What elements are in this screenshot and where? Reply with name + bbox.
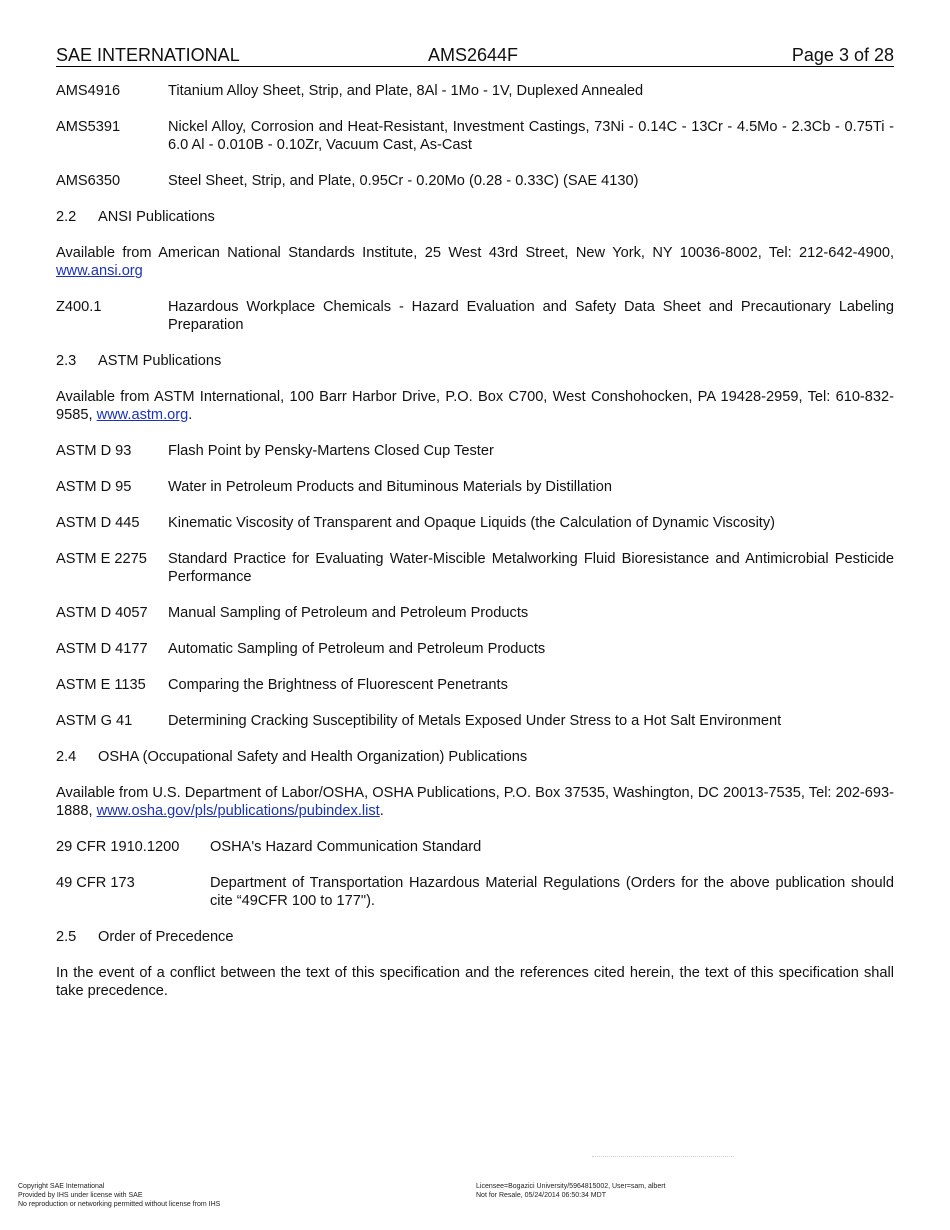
section-heading-astm xyxy=(56,352,894,370)
reference-title: Automatic Sampling of Petroleum and Petroleum Products xyxy=(168,641,546,657)
reference-code: ASTM D 93 xyxy=(56,443,132,459)
reference-code: AMS6350 xyxy=(56,173,121,189)
reference-title: Titanium Alloy Sheet, Strip, and Plate, 8Al - 1Mo - 1V, Duplexed Annealed xyxy=(168,83,644,99)
reference-code: ASTM D 4057 xyxy=(56,605,148,621)
page-header xyxy=(56,44,894,67)
header-organization: SAE INTERNATIONAL xyxy=(56,45,240,65)
footer-line: Provided by IHS under license with SAE xyxy=(18,1192,143,1199)
reference-code: ASTM D 4177 xyxy=(56,641,148,657)
reference-entry xyxy=(56,514,894,532)
section-heading-precedence xyxy=(56,928,894,946)
reference-title: Department of Transportation Hazardous Material Regulations (Orders for the above publication should cite “49CFR 100 to 177"). xyxy=(210,875,894,909)
availability-text: Available from ASTM International, 100 Barr Harbor Drive, P.O. Box C700, West Conshohocken, PA 19428-2959, Tel: 610-832-9585, xyxy=(56,389,894,423)
reference-entry xyxy=(56,640,894,658)
section-number: 2.3 xyxy=(56,353,77,369)
ansi-link[interactable]: www.ansi.org xyxy=(56,263,143,279)
link-suffix: . xyxy=(379,803,384,819)
reference-code: 49 CFR 173 xyxy=(56,875,135,891)
footer-line: Not for Resale, 05/24/2014 06:50:34 MDT xyxy=(476,1192,606,1199)
reference-title: Flash Point by Pensky-Martens Closed Cup Tester xyxy=(168,443,494,459)
document-body xyxy=(56,82,894,1018)
reference-entry xyxy=(56,118,894,154)
reference-code: AMS5391 xyxy=(56,119,121,135)
availability-text: Available from U.S. Department of Labor/OSHA, OSHA Publications, P.O. Box 37535, Washington, DC 20013-7535, Tel: 202-693-1888, xyxy=(56,785,894,819)
precedence-paragraph: In the event of a conflict between the text of this specification and the references cited herein, the text of this specification shall take precedence. xyxy=(56,965,894,999)
reference-entry xyxy=(56,298,894,334)
footer-line: Licensee=Bogazici University/5964815002, User=sam, albert xyxy=(476,1183,666,1190)
reference-title: Nickel Alloy, Corrosion and Heat-Resistant, Investment Castings, 73Ni - 0.14C - 13Cr - 4.5Mo - 2.3Cb - 0.75Ti - 6.0 Al - 0.010B - 0.10Zr, Vacuum Cast, As-Cast xyxy=(168,119,894,153)
reference-code: AMS4916 xyxy=(56,83,121,99)
reference-title: Comparing the Brightness of Fluorescent Penetrants xyxy=(168,677,508,693)
reference-entry xyxy=(56,676,894,694)
availability-text: Available from American National Standards Institute, 25 West 43rd Street, New York, NY 10036-8002, Tel: 212-642-4900, xyxy=(56,245,894,261)
section-number: 2.5 xyxy=(56,929,77,945)
footer-license xyxy=(476,1182,666,1200)
reference-entry xyxy=(56,82,894,100)
reference-code: ASTM G 41 xyxy=(56,713,133,729)
reference-entry xyxy=(56,838,894,856)
availability-paragraph xyxy=(56,784,894,820)
reference-code: ASTM D 95 xyxy=(56,479,132,495)
reference-title: Water in Petroleum Products and Bituminous Materials by Distillation xyxy=(168,479,612,495)
link-suffix: . xyxy=(188,407,193,423)
reference-code: ASTM D 445 xyxy=(56,515,140,531)
footer-line: Copyright SAE International xyxy=(18,1183,105,1190)
header-document-id: AMS2644F xyxy=(428,45,519,65)
availability-paragraph xyxy=(56,388,894,424)
reference-entry xyxy=(56,604,894,622)
reference-entry xyxy=(56,550,894,586)
reference-title: Determining Cracking Susceptibility of Metals Exposed Under Stress to a Hot Salt Environment xyxy=(168,713,782,729)
availability-paragraph xyxy=(56,244,894,280)
reference-code: Z400.1 xyxy=(56,299,102,315)
reference-title: Steel Sheet, Strip, and Plate, 0.95Cr - 0.20Mo (0.28 - 0.33C) (SAE 4130) xyxy=(168,173,639,189)
reference-title: OSHA's Hazard Communication Standard xyxy=(210,839,482,855)
reference-title: Standard Practice for Evaluating Water-Miscible Metalworking Fluid Bioresistance and Antimicrobial Pesticide Performance xyxy=(168,551,894,585)
osha-link[interactable]: www.osha.gov/pls/publications/pubindex.list xyxy=(96,803,380,819)
section-number: 2.4 xyxy=(56,749,77,765)
reference-entry xyxy=(56,712,894,730)
section-heading-osha xyxy=(56,748,894,766)
reference-code: 29 CFR 1910.1200 xyxy=(56,839,180,855)
section-title: ASTM Publications xyxy=(98,353,222,369)
reference-code: ASTM E 1135 xyxy=(56,677,146,693)
reference-title: Hazardous Workplace Chemicals - Hazard Evaluation and Safety Data Sheet and Precautionary Labeling Preparation xyxy=(168,299,894,333)
section-title: Order of Precedence xyxy=(98,929,234,945)
reference-entry xyxy=(56,172,894,190)
astm-link[interactable]: www.astm.org xyxy=(96,407,189,423)
section-title: OSHA (Occupational Safety and Health Organization) Publications xyxy=(98,749,528,765)
reference-entry xyxy=(56,442,894,460)
reference-title: Kinematic Viscosity of Transparent and Opaque Liquids (the Calculation of Dynamic Viscosity) xyxy=(168,515,776,531)
reference-title: Manual Sampling of Petroleum and Petroleum Products xyxy=(168,605,529,621)
reference-entry xyxy=(56,874,894,910)
reference-entry xyxy=(56,478,894,496)
section-title: ANSI Publications xyxy=(98,209,215,225)
footer-line: No reproduction or networking permitted without license from IHS xyxy=(18,1201,221,1208)
section-heading-ansi xyxy=(56,208,894,226)
footer-copyright xyxy=(18,1182,220,1209)
footer-dotted-rule xyxy=(592,1156,734,1159)
header-page-number: Page 3 of 28 xyxy=(791,45,894,65)
reference-code: ASTM E 2275 xyxy=(56,551,147,567)
section-number: 2.2 xyxy=(56,209,77,225)
